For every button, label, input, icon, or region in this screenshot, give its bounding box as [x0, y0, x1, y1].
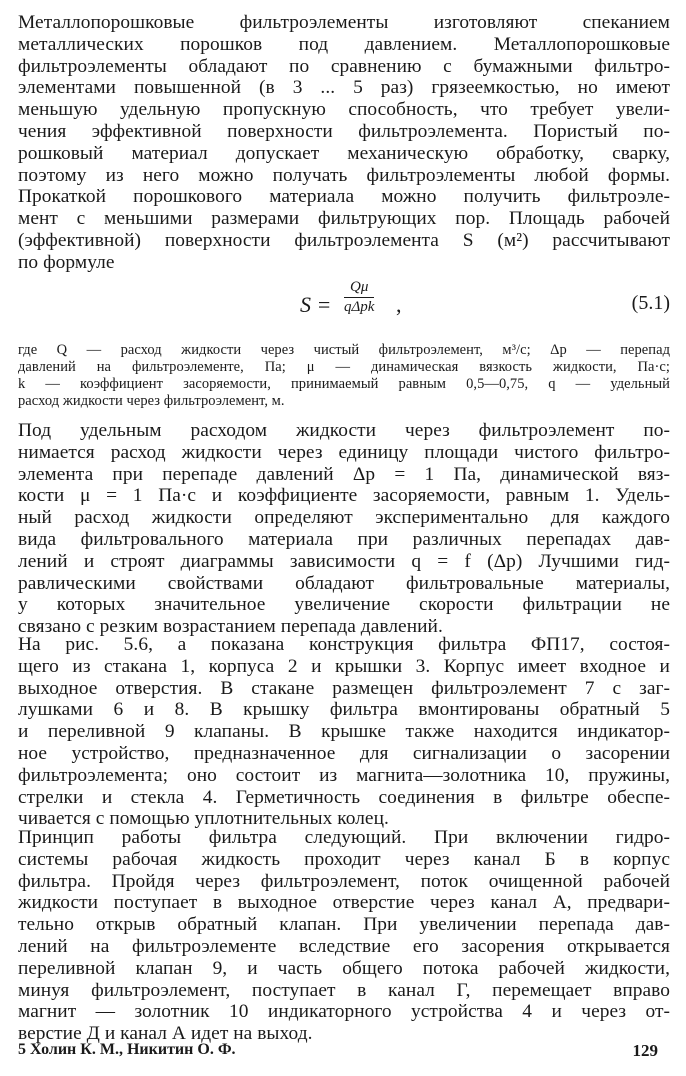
text-line: связано с резким возрастанием перепада давлений. — [18, 616, 443, 638]
text-line: и переливной 9 клапаны. В крышке также находится индикатор- — [18, 721, 670, 743]
text-line: k — коэффициент засоряемости, принимаемый равным 0,5—0,75, q — удельный — [18, 376, 670, 392]
equation-comma: , — [396, 292, 402, 317]
text-line: фильтра. Пройдя через фильтроэлемент, поток очищенной рабочей — [18, 870, 670, 892]
text-line: фильтроэлементы обладают по сравнению с бумажными фильтро- — [18, 55, 670, 77]
text-line: переливной клапан 9, и часть общего потока рабочей жидкости, — [18, 957, 670, 979]
page-number: 129 — [632, 1041, 658, 1060]
equation-lhs: S = — [300, 292, 332, 317]
text-line: давлений на фильтроэлементе, Па; μ — динамическая вязкость жидкости, Па·с; — [18, 359, 670, 375]
text-line: ный расход жидкости определяют экспериментально для каждого — [18, 507, 670, 529]
text-line: лушками 6 и 8. В крышку фильтра вмонтированы обратный 5 — [18, 699, 670, 721]
text-line: Прокаткой порошкового материала можно получить фильтроэле- — [18, 186, 670, 208]
text-line: кости μ = 1 Па·с и коэффициенте засоряемости, равным 1. Удель- — [18, 485, 670, 507]
text-line: мент с меньшими размерами фильтрующих пор. Площадь рабочей — [18, 208, 670, 230]
text-line: чивается с помощью уплотнительных колец. — [18, 808, 389, 830]
text-line: верстие Д и канал А идет на выход. — [18, 1023, 313, 1045]
equation-fraction — [344, 279, 374, 316]
text-line: лений на фильтроэлементе вследствие его засорения открывается — [18, 936, 670, 957]
equation-number: (5.1) — [631, 292, 670, 314]
text-line: Металлопорошковые фильтроэлементы изготовляют спеканием — [18, 12, 670, 33]
text-line: рошковый материал допускает механическую обработку, сварку, — [18, 142, 670, 164]
text-line: элемента при перепаде давлений Δp = 1 Па, динамической вяз- — [18, 463, 670, 485]
equation-5-1 — [18, 276, 670, 326]
equation-denominator: qΔpk — [344, 299, 375, 315]
text-line: равлическими свойствами обладают фильтровальные материалы, — [18, 572, 670, 594]
text-line: Под удельным расходом жидкости через фильтроэлемент по- — [18, 420, 670, 441]
text-line: системы рабочая жидкость проходит через канал Б в корпус — [18, 848, 670, 870]
text-line: вида фильтровального материала при различных перепадах дав- — [18, 529, 670, 550]
text-line: нимается расход жидкости через единицу площади чистого фильтро- — [18, 441, 670, 463]
text-line: магнит — золотник 10 индикаторного устройства 4 и через от- — [18, 1001, 670, 1023]
text-line: ное устройство, предназначенное для сигнализации о засорении — [18, 743, 670, 764]
text-line: щего из стакана 1, корпуса 2 и крышки 3. Корпус имеет входное и — [18, 655, 670, 677]
text-line: меньшую удельную пропускную способность, что требует увели- — [18, 99, 670, 121]
text-line: расход жидкости через фильтроэлемент, м. — [18, 393, 285, 409]
text-line: у которых значительное увеличение скорости фильтрации не — [18, 594, 670, 616]
text-line: жидкости поступает в выходное отверстие через канал А, предвари- — [18, 892, 670, 914]
text-line: где Q — расход жидкости через чистый фильтроэлемент, м³/с; Δp — перепад — [18, 342, 670, 358]
text-line: фильтроэлемента; оно состоит из магнита—золотника 10, пружины, — [18, 764, 670, 786]
text-line: поэтому из него можно получать фильтроэлементы любой формы. — [18, 164, 670, 186]
text-line: Принцип работы фильтра следующий. При включении гидро- — [18, 827, 670, 848]
text-line: по формуле — [18, 251, 115, 273]
text-line: тельно открыв обратный клапан. При увеличении перепада дав- — [18, 914, 670, 936]
text-line: элементами повышенной (в 3 ... 5 раз) грязеемкостью, но имеют — [18, 77, 670, 99]
text-line: металлических порошков под давлением. Металлопорошковые — [18, 33, 670, 55]
text-line: чения эффективной поверхности фильтроэлемента. Пористый по- — [18, 121, 670, 142]
footer-authors: 5 Холин К. М., Никитин О. Ф. — [18, 1041, 236, 1058]
equation-numerator: Qμ — [350, 279, 369, 295]
text-line: выходное отверстия. В стакане размещен фильтроэлемент 7 с заг- — [18, 677, 670, 699]
text-line: лений и строят диаграммы зависимости q = f (Δp) Лучшими гид- — [18, 550, 670, 572]
text-line: минуя фильтроэлемент, поступает в канал Г, перемещает вправо — [18, 979, 670, 1001]
text-line: (эффективной) поверхности фильтроэлемента S (м²) рассчитывают — [18, 230, 670, 251]
text-line: стрелки и стекла 4. Герметичность соединения в фильтре обеспе- — [18, 786, 670, 808]
text-line: На рис. 5.6, а показана конструкция фильтра ФП17, состоя- — [18, 634, 670, 655]
